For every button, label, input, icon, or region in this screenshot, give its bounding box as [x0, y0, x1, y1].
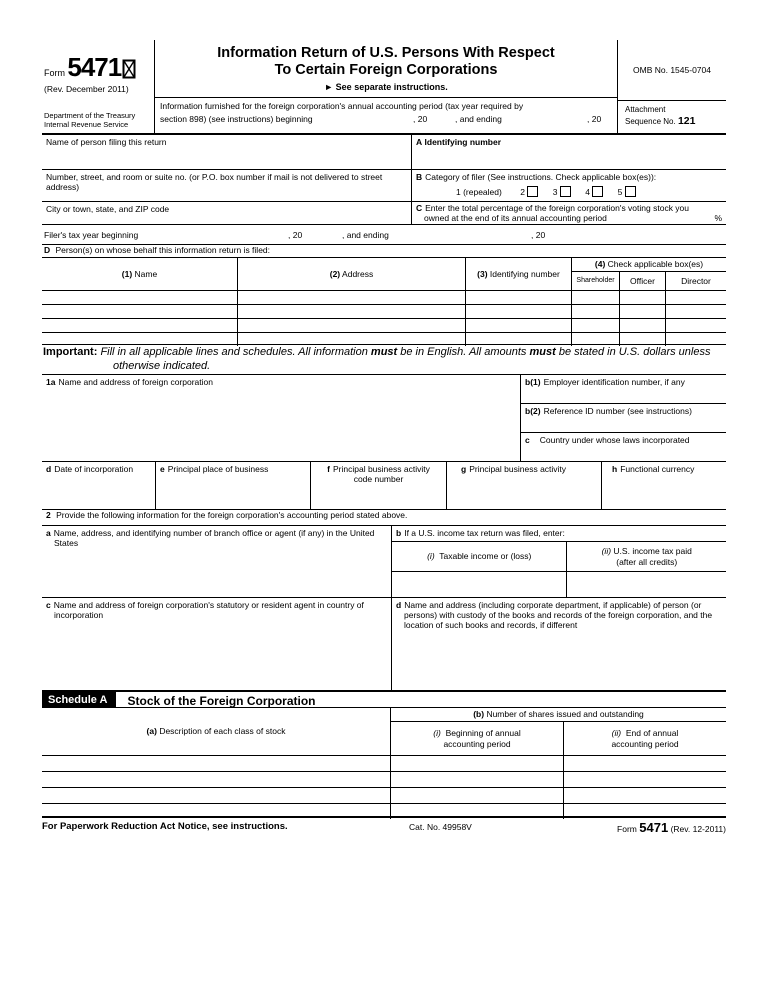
- col-bi-text: Beginning of annual: [445, 728, 521, 739]
- header-year-20-end: , 20: [587, 114, 602, 124]
- filer-name-label: Name of person filing this return: [46, 137, 167, 147]
- category-1-repealed: 1 (repealed): [456, 187, 502, 197]
- principal-business-activity-field[interactable]: [447, 462, 602, 510]
- stock-class-3-cell[interactable]: [42, 788, 391, 804]
- filer-city-label: City or town, state, and ZIP code: [46, 204, 170, 214]
- col-bii-label: (ii): [611, 728, 622, 739]
- line-1h-text: Functional currency: [620, 464, 695, 474]
- schedule-a-table: [42, 708, 726, 818]
- section-2ab-block: [42, 526, 726, 598]
- functional-currency-field[interactable]: [602, 462, 726, 510]
- tax-paid-cell[interactable]: [567, 572, 726, 597]
- form-header: [42, 40, 726, 135]
- filer-street-row: [42, 170, 726, 202]
- paperwork-notice: For Paperwork Reduction Act Notice, see instructions.: [42, 821, 288, 832]
- col-bii-text: End of annual: [625, 728, 679, 739]
- line-1c-label: c: [525, 435, 530, 445]
- catalog-number: Cat. No. 49958V: [409, 822, 472, 832]
- schedule-a-row-1: [42, 755, 726, 771]
- filer-street-label: Number, street, and room or suite no. (or P.O. box number if mail is not delivered to street address): [46, 172, 383, 193]
- line-1h-label: h: [612, 464, 618, 474]
- tax-year-20-begin: , 20: [288, 230, 303, 240]
- sequence-label: Sequence No.: [625, 116, 676, 126]
- item-d-text: Person(s) on whose behalf this information return is filed:: [55, 245, 271, 255]
- line-2b-label: b: [396, 528, 402, 538]
- line-1e-text: Principal place of business: [167, 464, 269, 474]
- line-1g-label: g: [461, 464, 467, 474]
- line-2a-label: a: [46, 528, 51, 538]
- resident-agent-field[interactable]: [42, 598, 391, 690]
- form-id-block: [42, 40, 155, 135]
- col-idnumber-label: (3): [477, 268, 488, 279]
- col-a-label: (a): [146, 726, 157, 737]
- stock-class-header: [42, 708, 391, 755]
- col-checkbox-label: (4): [594, 259, 606, 270]
- person-1-director-cell[interactable]: [666, 291, 726, 305]
- line-1a-label: 1a: [46, 377, 56, 387]
- line-1a-text: Name and address of foreign corporation: [58, 377, 213, 387]
- box-x-glyph-icon: [122, 59, 136, 79]
- person-1-shareholder-cell[interactable]: [572, 291, 620, 305]
- form-body: [42, 40, 726, 834]
- schedule-a-title: Stock of the Foreign Corporation: [127, 694, 316, 708]
- form-title-line-1: Information Return of U.S. Persons With Respect: [217, 45, 555, 61]
- accounting-period-text-1: Information furnished for the foreign corporation's annual accounting period (tax year required by: [160, 101, 524, 111]
- filer-city-row: [42, 202, 726, 225]
- col-bi-text-2: accounting period: [443, 738, 511, 749]
- form-number: 5471: [67, 52, 122, 82]
- line-1d-text: Date of incorporation: [54, 464, 134, 474]
- tax-paid-header: [567, 542, 726, 571]
- person-3-id-cell[interactable]: [466, 319, 572, 333]
- filer-name-field[interactable]: [42, 135, 411, 170]
- ein-field[interactable]: [521, 375, 726, 404]
- shares-begin-4-cell[interactable]: [391, 804, 564, 819]
- taxable-income-cell[interactable]: [392, 572, 567, 597]
- header-and-ending: , and ending: [455, 114, 502, 124]
- section-1a-block: [42, 375, 726, 462]
- col-ii-label: (ii): [601, 546, 612, 557]
- shares-end-1-cell[interactable]: [564, 756, 726, 772]
- persons-table: [42, 258, 726, 345]
- persons-row-4: [42, 332, 726, 345]
- line-1e-label: e: [160, 464, 165, 474]
- shares-end-4-cell[interactable]: [564, 804, 726, 819]
- shares-beginning-header: [391, 722, 564, 755]
- person-2-shareholder-cell[interactable]: [572, 305, 620, 319]
- col-ii-text-2: (after all credits): [616, 556, 678, 567]
- line-1f-text: Principal business activity: [332, 464, 430, 474]
- header-year-20-begin: , 20: [413, 114, 428, 124]
- footer-form-id: [617, 820, 726, 836]
- filer-street-field[interactable]: [42, 170, 411, 202]
- line-2d-label: d: [396, 600, 402, 610]
- category-4-label: 4: [585, 187, 590, 197]
- important-must-1: must: [370, 346, 398, 358]
- important-text-2: be in English. All amounts: [397, 346, 530, 358]
- line-2-label: 2: [46, 510, 51, 520]
- line-1f-text-2: code number: [353, 474, 404, 485]
- us-return-block: [391, 526, 726, 598]
- footer-form-word: Form: [617, 824, 637, 834]
- omb-number: OMB No. 1545-0704: [633, 64, 711, 75]
- important-label: Important:: [43, 346, 98, 358]
- filer-tax-year-row[interactable]: [42, 225, 726, 245]
- persons-table-header: [42, 258, 726, 290]
- person-2-address-cell[interactable]: [238, 305, 466, 319]
- schedule-a-badge: Schedule A: [42, 692, 116, 707]
- line-2a-text: Name, address, and identifying number of branch office or agent (if any) in the United States: [53, 528, 375, 549]
- line-b1-text: Employer identification number, if any: [543, 377, 685, 387]
- line-1g-text: Principal business activity: [469, 464, 567, 474]
- person-3-name-cell[interactable]: [42, 319, 238, 333]
- branch-office-field[interactable]: [42, 526, 391, 598]
- section-1b-column: [520, 375, 726, 462]
- col-b-label: (b): [473, 709, 485, 720]
- form-revision: (Rev. December 2011): [44, 84, 129, 94]
- important-text-3: be stated in U.S. dollars unless otherwise indicated.: [113, 346, 711, 372]
- page-footer: [42, 818, 726, 834]
- see-separate-instructions: ► See separate instructions.: [324, 82, 448, 92]
- identifying-number-field[interactable]: [411, 135, 726, 170]
- person-1-id-cell[interactable]: [466, 291, 572, 305]
- item-a-label: A: [416, 137, 423, 147]
- line-2b-text: If a U.S. income tax return was filed, enter:: [404, 528, 565, 538]
- col-ii-text: U.S. income tax paid: [613, 546, 692, 557]
- line-2c-text: Name and address of foreign corporation's statutory or resident agent in country of incorporation: [53, 600, 364, 621]
- person-3-director-cell[interactable]: [666, 319, 726, 333]
- col-address-label: (2): [329, 268, 341, 279]
- line-2c-label: c: [46, 600, 51, 610]
- item-c-label: C: [416, 203, 423, 213]
- schedule-a-row-2: [42, 771, 726, 787]
- taxable-income-header: [392, 542, 567, 571]
- voting-stock-percentage-field[interactable]: [411, 202, 726, 225]
- shares-begin-2-cell[interactable]: [391, 772, 564, 788]
- shares-end-2-cell[interactable]: [564, 772, 726, 788]
- agency-line-2: Internal Revenue Service: [44, 119, 129, 129]
- schedule-a-row-4: [42, 803, 726, 818]
- shares-header: [391, 708, 726, 722]
- title-block: [155, 40, 618, 135]
- sequence-number: 121: [677, 114, 696, 127]
- category-4-checkbox[interactable]: [592, 186, 603, 197]
- percent-sign: %: [714, 212, 722, 223]
- line-b2-label: b(2): [525, 406, 541, 416]
- col-shareholder: Shareholder: [572, 272, 620, 290]
- tax-year-20-end: , 20: [531, 230, 546, 240]
- footer-form-revision: (Rev. 12-2011): [670, 824, 726, 834]
- stock-class-2-cell[interactable]: [42, 772, 391, 788]
- person-2-id-cell[interactable]: [466, 305, 572, 319]
- section-2-heading: [42, 510, 726, 526]
- important-text-1: Fill in all applicable lines and schedules. All information: [100, 346, 371, 358]
- section-2cd-block: [42, 598, 726, 690]
- col-bi-label: (i): [433, 728, 441, 739]
- col-b-text: Number of shares issued and outstanding: [486, 709, 644, 720]
- category-5-checkbox[interactable]: [625, 186, 636, 197]
- col-name-text: Name: [134, 268, 158, 279]
- country-incorporated-field[interactable]: [521, 433, 726, 462]
- person-2-director-cell[interactable]: [666, 305, 726, 319]
- person-3-officer-cell[interactable]: [620, 319, 666, 333]
- line-2-text: Provide the following information for the foreign corporation's accounting period stated above.: [56, 510, 408, 520]
- books-custodian-field[interactable]: [391, 598, 726, 690]
- item-b-label: B: [416, 172, 423, 182]
- accounting-period-block[interactable]: [155, 97, 618, 135]
- person-1-name-cell[interactable]: [42, 291, 238, 305]
- accounting-period-text-2: section 898) (see instructions) beginning: [160, 114, 313, 124]
- line-1d-label: d: [46, 464, 52, 474]
- person-1-officer-cell[interactable]: [620, 291, 666, 305]
- item-d-label: D: [44, 245, 51, 255]
- attachment-label: Attachment: [625, 105, 666, 114]
- shares-end-header: [564, 722, 726, 755]
- col-bii-text-2: accounting period: [611, 738, 679, 749]
- business-activity-code-field[interactable]: [311, 462, 447, 510]
- shares-begin-3-cell[interactable]: [391, 788, 564, 804]
- person-1-address-cell[interactable]: [238, 291, 466, 305]
- line-2d-text: Name and address (including corporate department, if applicable) of person (or persons) with custody of the books and records of the foreign corporation, and the location of such books and records, if different: [404, 600, 713, 631]
- category-3-checkbox[interactable]: [560, 186, 571, 197]
- foreign-corp-name-field[interactable]: [42, 375, 520, 462]
- tax-year-label: Filer's tax year beginning: [44, 230, 139, 240]
- item-c-text: Enter the total percentage of the foreign corporation's voting stock you owned at the end of its annual accounting period: [424, 203, 690, 224]
- line-b2-text: Reference ID number (see instructions): [543, 406, 692, 416]
- form-word: Form: [44, 68, 65, 78]
- stock-class-4-cell[interactable]: [42, 804, 391, 819]
- footer-form-number: 5471: [639, 820, 669, 835]
- col-i-label: (i): [427, 551, 435, 562]
- col-checkbox-text: Check applicable box(es): [607, 259, 704, 270]
- persons-row-1: [42, 290, 726, 304]
- item-b-text: Category of filer (See instructions. Check applicable box(es)):: [425, 172, 657, 182]
- principal-place-of-business-field[interactable]: [156, 462, 311, 510]
- omb-block: [618, 40, 726, 135]
- col-idnumber-text: Identifying number: [489, 268, 560, 279]
- tax-year-ending-label: , and ending: [342, 230, 389, 240]
- filer-name-row: [42, 135, 726, 170]
- col-address-text: Address: [342, 268, 374, 279]
- person-3-address-cell[interactable]: [238, 319, 466, 333]
- category-of-filer-block: [411, 170, 726, 202]
- person-3-shareholder-cell[interactable]: [572, 319, 620, 333]
- shares-begin-1-cell[interactable]: [391, 756, 564, 772]
- important-note: [42, 345, 726, 375]
- category-3-label: 3: [552, 187, 558, 197]
- persons-row-2: [42, 304, 726, 318]
- col-director: Director: [681, 275, 711, 286]
- section-d-heading: [42, 245, 726, 258]
- filer-city-field[interactable]: [42, 202, 411, 225]
- category-5-label: 5: [617, 187, 623, 197]
- persons-row-3: [42, 318, 726, 332]
- date-of-incorporation-field[interactable]: [42, 462, 156, 510]
- col-a-text: Description of each class of stock: [159, 726, 286, 737]
- line-1f-label: f: [327, 464, 330, 474]
- col-officer: Officer: [620, 272, 666, 290]
- line-1c-text: Country under whose laws incorporated: [539, 435, 690, 445]
- agency-line-1: Department of the Treasury: [44, 111, 136, 120]
- form-title-line-2: To Certain Foreign Corporations: [274, 62, 498, 78]
- schedule-a-header-bar: [42, 690, 726, 708]
- col-name-label: (1): [121, 268, 133, 279]
- line-b1-label: b(1): [525, 377, 541, 387]
- category-2-checkbox[interactable]: [527, 186, 538, 197]
- person-2-name-cell[interactable]: [42, 305, 238, 319]
- reference-id-field[interactable]: [521, 404, 726, 433]
- important-must-2: must: [529, 346, 556, 358]
- section-1d-h-row: [42, 462, 726, 510]
- person-2-officer-cell[interactable]: [620, 305, 666, 319]
- shares-end-3-cell[interactable]: [564, 788, 726, 804]
- schedule-a-row-3: [42, 787, 726, 803]
- item-a-text: Identifying number: [424, 137, 502, 147]
- category-2-label: 2: [520, 187, 525, 197]
- stock-class-1-cell[interactable]: [42, 756, 391, 772]
- col-i-text: Taxable income or (loss): [439, 551, 532, 562]
